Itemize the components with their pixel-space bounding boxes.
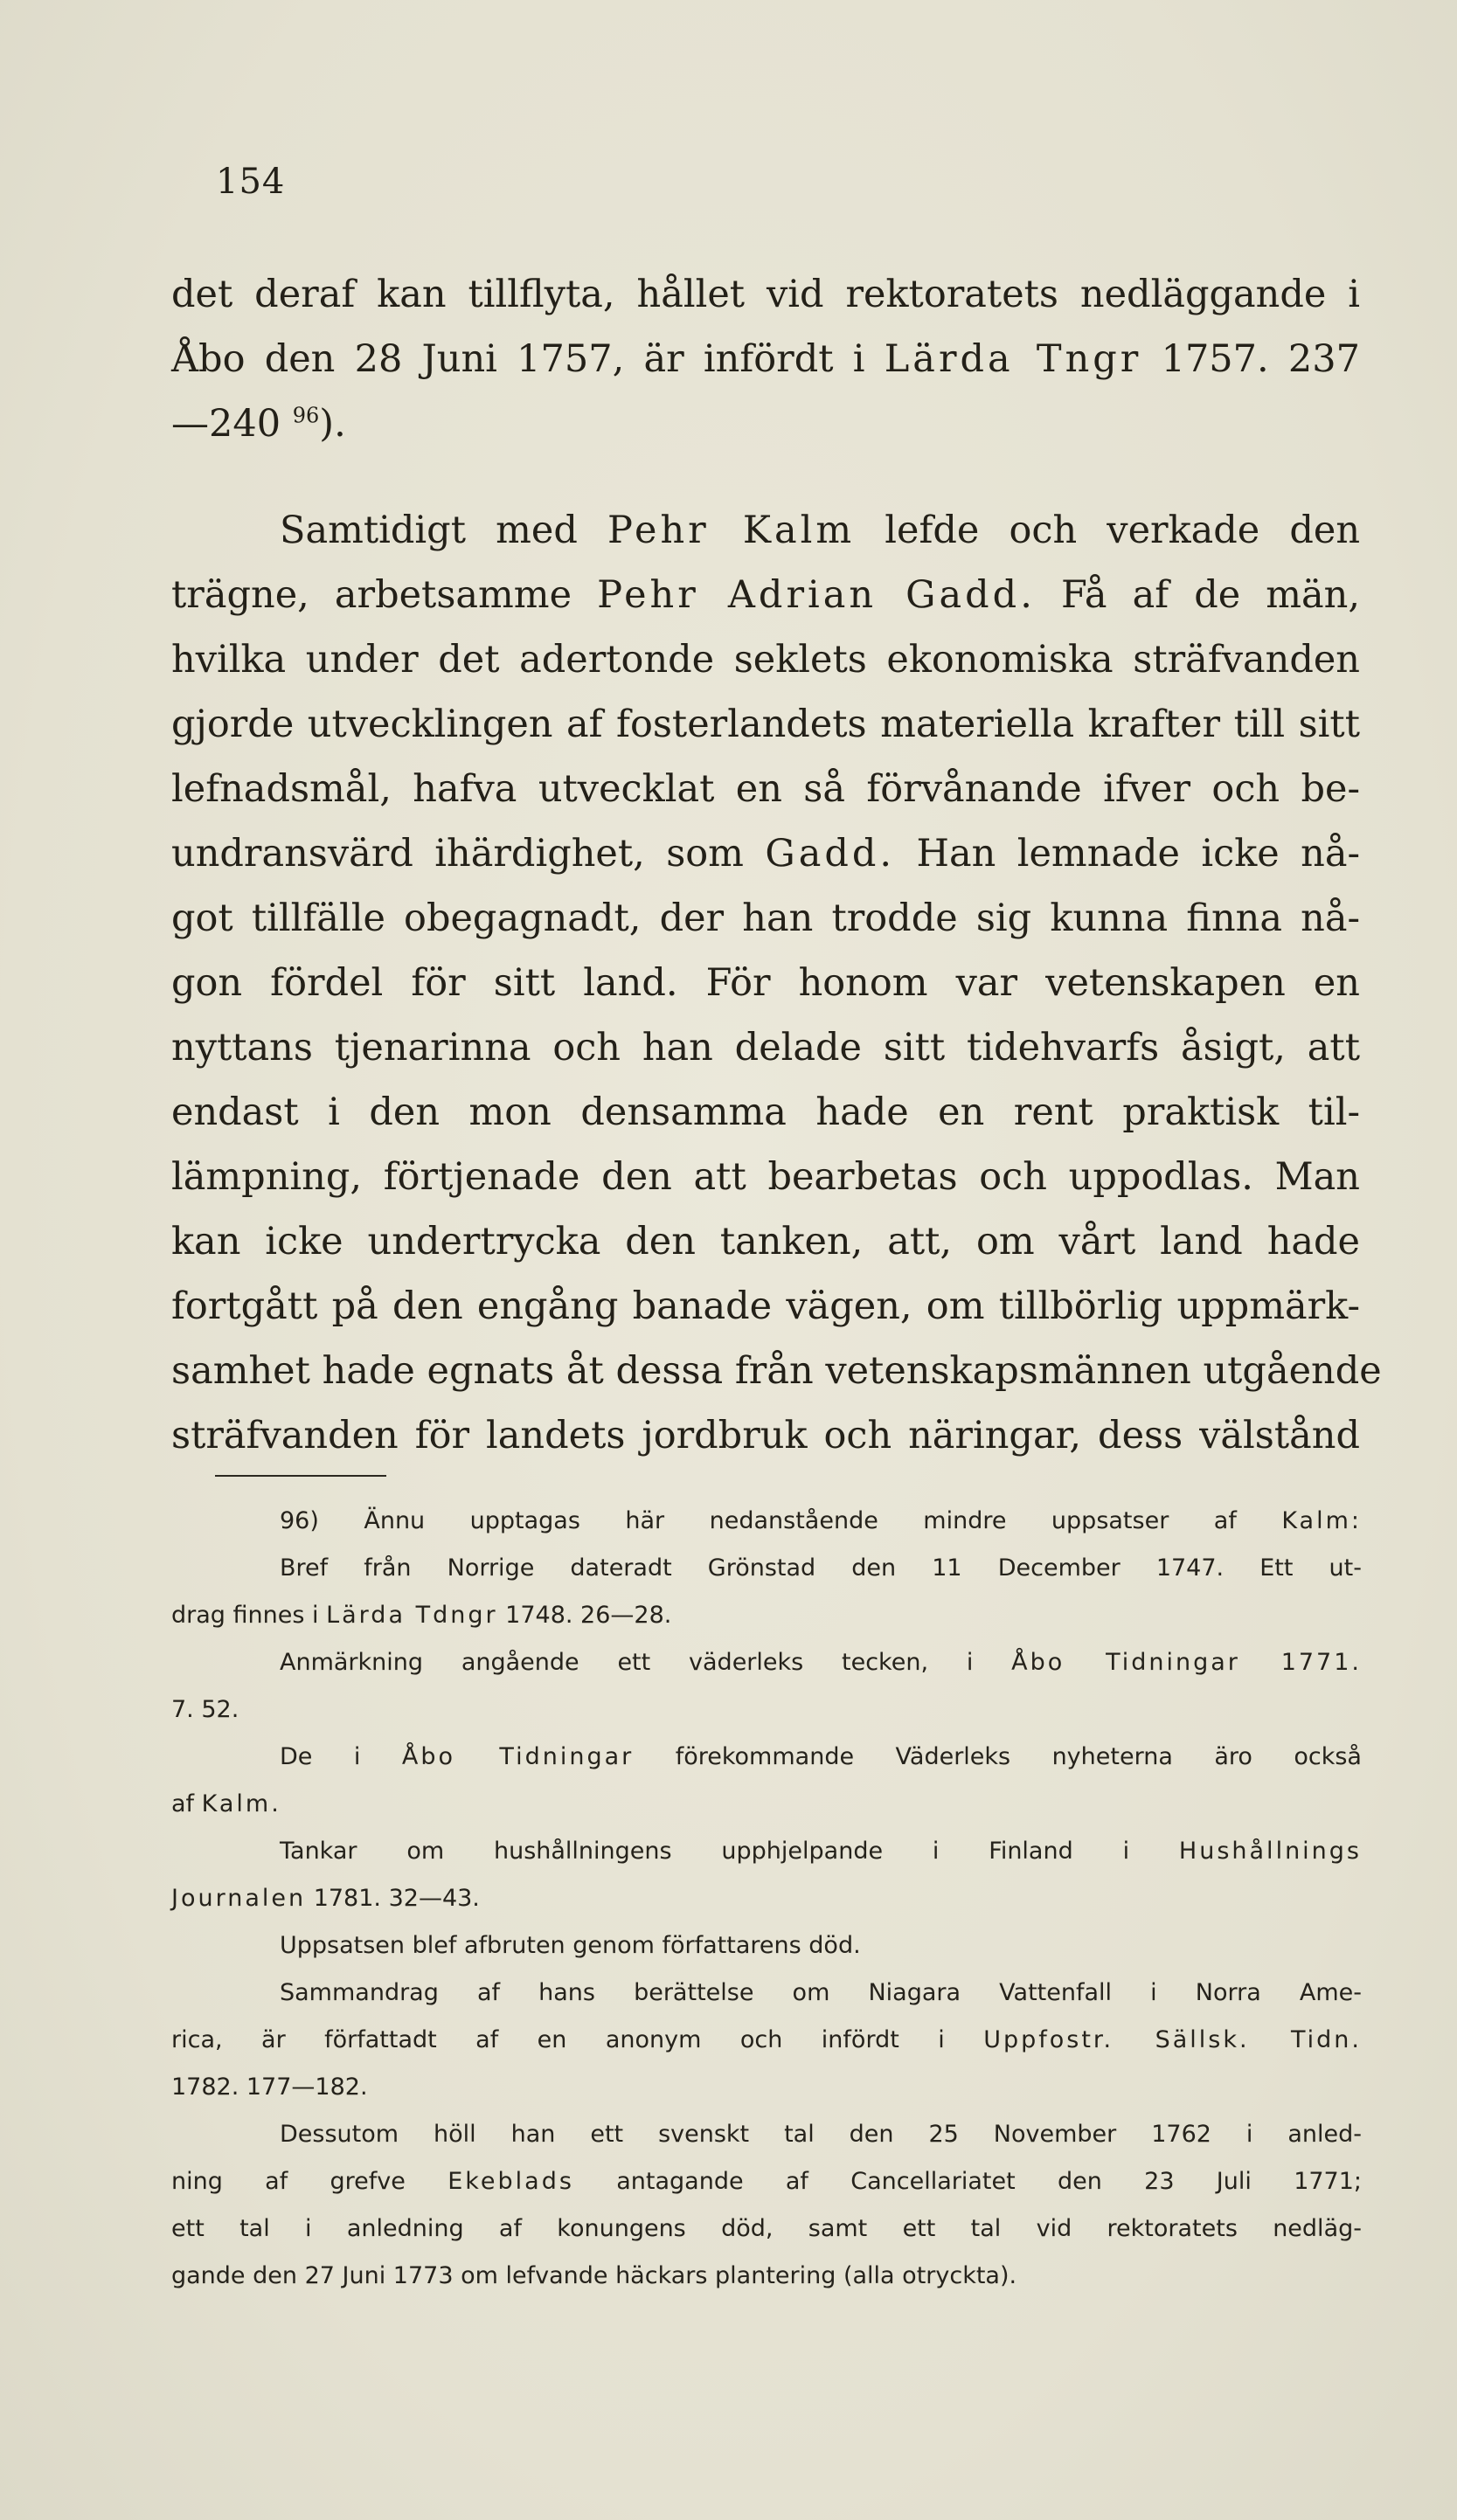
body-line: endast i den mon densamma hade en rent praktisk til- xyxy=(171,1090,1360,1134)
footnote-marker: 96 xyxy=(292,403,320,428)
footnote-line: ning af grefve Ekeblads antagande af Cancellariatet den 23 Juli 1771; xyxy=(171,2168,1362,2195)
person-name: Pehr Kalm xyxy=(607,509,856,552)
body-line: Samtidigt med Pehr Kalm lefde och verkade den xyxy=(280,509,1361,552)
footnote-line: 7. 52. xyxy=(171,1696,239,1723)
footnote-line: gande den 27 Juni 1773 om lefvande häckars plantering (alla otryckta). xyxy=(171,2262,1017,2289)
footnote-line: drag finnes i Lärda Tdngr 1748. 26—28. xyxy=(171,1602,672,1629)
body-line: gon fördel för sitt land. För honom var vetenskapen en xyxy=(171,961,1360,1005)
body-line: kan icke undertrycka den tanken, att, om vårt land hade xyxy=(171,1220,1360,1263)
body-line: Åbo den 28 Juni 1757, är infördt i Lärda Tngr 1757. 237 xyxy=(171,337,1360,381)
body-line: got tillfälle obegagnadt, der han trodde sig kunna finna nå- xyxy=(171,897,1360,940)
page-number: 154 xyxy=(216,162,286,202)
footnote-line: Anmärkning angående ett väderleks tecken, i Åbo Tidningar 1771. xyxy=(280,1649,1362,1676)
body-line: —240 $^{96}$). xyxy=(171,402,346,446)
body-line: gjorde utvecklingen af fosterlandets materiella krafter till sitt xyxy=(171,703,1360,746)
footnote-line: 96) Ännu upptagas här nedanstående mindre uppsatser af Kalm: xyxy=(280,1507,1362,1534)
body-line: nyttans tjenarinna och han delade sitt tidehvarfs åsigt, att xyxy=(171,1026,1360,1070)
footnote-line: Sammandrag af hans berättelse om Niagara Vattenfall i Norra Ame- xyxy=(280,1979,1362,2006)
person-name: Pehr Adrian Gadd. xyxy=(597,573,1036,617)
person-name: Gadd. xyxy=(765,832,896,876)
body-line: lefnadsmål, hafva utvecklat en så förvånande ifver och be- xyxy=(171,767,1360,811)
footnote-line: Journalen 1781. 32—43. xyxy=(171,1885,480,1912)
footnote-divider xyxy=(215,1475,386,1477)
body-line: hvilka under det adertonde seklets ekonomiska sträfvanden xyxy=(171,638,1360,682)
body-line: det deraf kan tillflyta, hållet vid rektoratets nedläggande i xyxy=(171,273,1360,316)
journal-title: Lärda Tngr xyxy=(884,337,1142,381)
footnote-line: af Kalm. xyxy=(171,1790,281,1817)
footnote-line: 1782. 177—182. xyxy=(171,2073,368,2101)
footnote-line: De i Åbo Tidningar förekommande Väderleks nyheterna äro också xyxy=(280,1743,1362,1770)
body-line: samhet hade egnats åt dessa från vetenskapsmännen utgående xyxy=(171,1349,1382,1393)
body-line: lämpning, förtjenade den att bearbetas och uppodlas. Man xyxy=(171,1155,1360,1199)
body-line: undransvärd ihärdighet, som Gadd. Han lemnade icke nå- xyxy=(171,832,1360,876)
body-line: fortgått på den engång banade vägen, om tillbörlig uppmärk- xyxy=(171,1284,1360,1328)
body-line: trägne, arbetsamme Pehr Adrian Gadd. Få af de män, xyxy=(171,573,1361,617)
footnote-line: Tankar om hushållningens upphjelpande i Finland i Hushållnings xyxy=(280,1838,1362,1865)
footnote-line: rica, är författadt af en anonym och infördt i Uppfostr. Sällsk. Tidn. xyxy=(171,2026,1362,2053)
footnote-line: Dessutom höll han ett svenskt tal den 25 November 1762 i anled- xyxy=(280,2121,1362,2148)
footnote-line: ett tal i anledning af konungens död, samt ett tal vid rektoratets nedläg- xyxy=(171,2215,1362,2242)
footnote-line: Uppsatsen blef afbruten genom författarens död. xyxy=(280,1932,861,1959)
footnote-line: Bref från Norrige dateradt Grönstad den 11 December 1747. Ett ut- xyxy=(280,1554,1362,1582)
body-line: sträfvanden för landets jordbruk och näringar, dess välstånd xyxy=(171,1414,1360,1457)
